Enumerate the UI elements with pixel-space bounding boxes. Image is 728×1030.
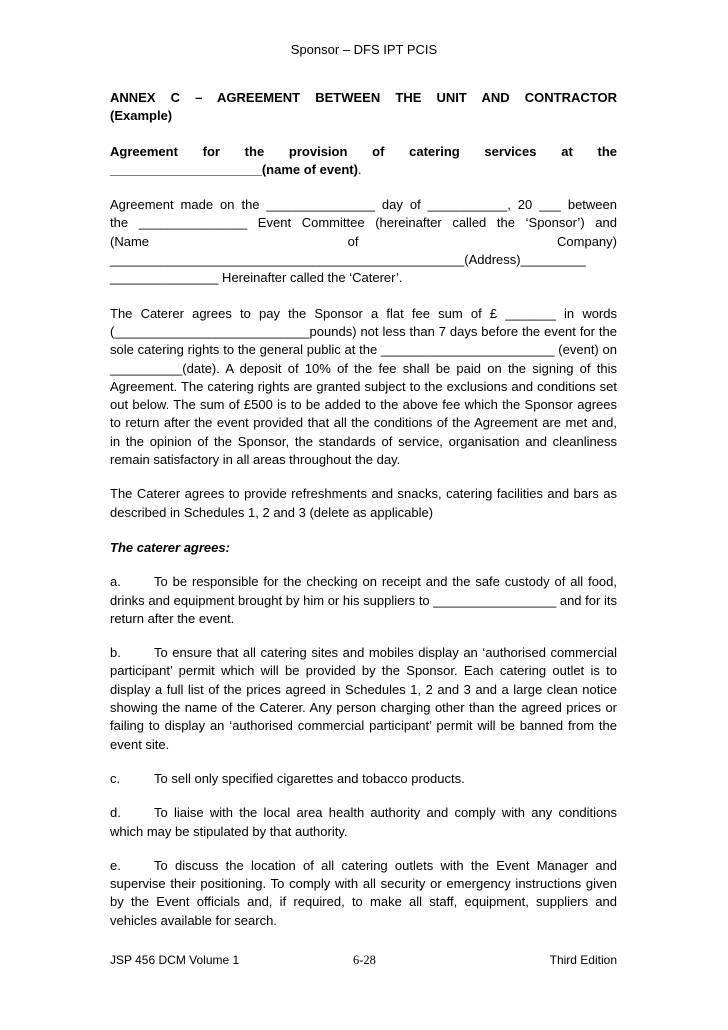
footer-edition: Third Edition xyxy=(549,953,617,967)
agreement-made-line3 xyxy=(110,233,617,251)
item-text: To sell only specified cigarettes and tobacco products. xyxy=(154,770,465,786)
document-body xyxy=(110,89,617,945)
event-name-label: (name of event) xyxy=(261,161,358,177)
fee-paragraph: The Caterer agrees to pay the Sponsor a flat fee sum of £ _______ in words (___________________________pounds) not less than 7 days before the event for the sole catering rights to the general public at the ________________________ (event) on __________(date). A deposit of 10% of the fee shall be paid on the signing of this Agreement. The catering rights are granted subject to the exclusions and conditions set out below. The sum of £500 is to be added to the above fee which the Sponsor agrees to return after the event provided that all the conditions of the Agreement are met and, in the opinion of the Sponsor, the standards of service, organisation and cleanliness remain satisfactory in all areas throughout the day. xyxy=(110,305,617,468)
event-name-blank: _____________________ xyxy=(110,161,262,177)
item-letter: a. xyxy=(110,574,121,590)
footer-page-number: 6-28 xyxy=(353,953,376,967)
caterer-line: _______________ Hereinafter called the ‘Caterer’. xyxy=(110,270,403,286)
item-letter: e. xyxy=(110,857,121,873)
annex-title-line1: ANNEX C – AGREEMENT BETWEEN THE UNIT AND CONTRACTOR xyxy=(110,90,617,105)
provide-paragraph: The Caterer agrees to provide refreshments and snacks, catering facilities and bars as described in Schedules 1, 2 and 3 (delete as applicable) xyxy=(110,486,617,520)
agreement-made-line1: Agreement made on the _______________ day of ___________, 20 ___ between xyxy=(110,197,617,213)
item-text: To liaise with the local area health authority and comply with any conditions which may be stipulated by that authority. xyxy=(110,805,617,839)
footer-document-ref: JSP 456 DCM Volume 1 xyxy=(110,953,240,967)
caterer-agrees-heading: The caterer agrees: xyxy=(110,539,230,555)
item-letter: d. xyxy=(110,805,121,821)
agreement-made-paragraph xyxy=(110,196,617,287)
annex-title-line2: (Example) xyxy=(110,108,173,124)
agreement-for-line1: Agreement for the provision of catering services at the xyxy=(110,143,617,159)
item-text: To ensure that all catering sites and mobiles display an ‘authorised commercial participant’ permit which will be provided by the Sponsor. Each catering outlet is to display a full list of the prices agreed in Schedules 1, 2 and 3 and a large clean notice showing the name of the Caterer. Any person charging other than the agreed prices or failing to display an ‘authorised commercial participant’ permit will be banned from the event site. xyxy=(110,645,617,752)
list-item-e xyxy=(110,857,617,930)
item-text: To discuss the location of all catering outlets with the Event Manager and supervise their positioning. To comply with all security or emergency instructions given by the Event officials and, if required, to make all staff, equipment, suppliers and vehicles available for search. xyxy=(110,857,617,928)
name-label: (Name xyxy=(110,233,150,249)
agreement-for-end: . xyxy=(357,161,362,177)
agreement-for-paragraph xyxy=(110,143,617,180)
list-item-b xyxy=(110,644,617,754)
annex-title xyxy=(110,89,617,126)
item-text: To be responsible for the checking on receipt and the safe custody of all food, drinks and equipment brought by him or his suppliers to _________________ and for its return after the event. xyxy=(110,574,617,626)
company-label: Company) xyxy=(557,233,617,249)
list-item-d xyxy=(110,804,617,841)
item-letter: b. xyxy=(110,645,121,661)
list-item-a xyxy=(110,573,617,628)
of-label: of xyxy=(347,233,359,249)
item-letter: c. xyxy=(110,770,121,786)
list-item-c xyxy=(110,770,617,788)
address-line: _________________________________________________(Address)_________ xyxy=(110,252,586,268)
page-header: Sponsor – DFS IPT PCIS xyxy=(290,42,438,57)
agreement-made-line2: the _______________ Event Committee (hereinafter called the ‘Sponsor’) and xyxy=(110,215,617,231)
